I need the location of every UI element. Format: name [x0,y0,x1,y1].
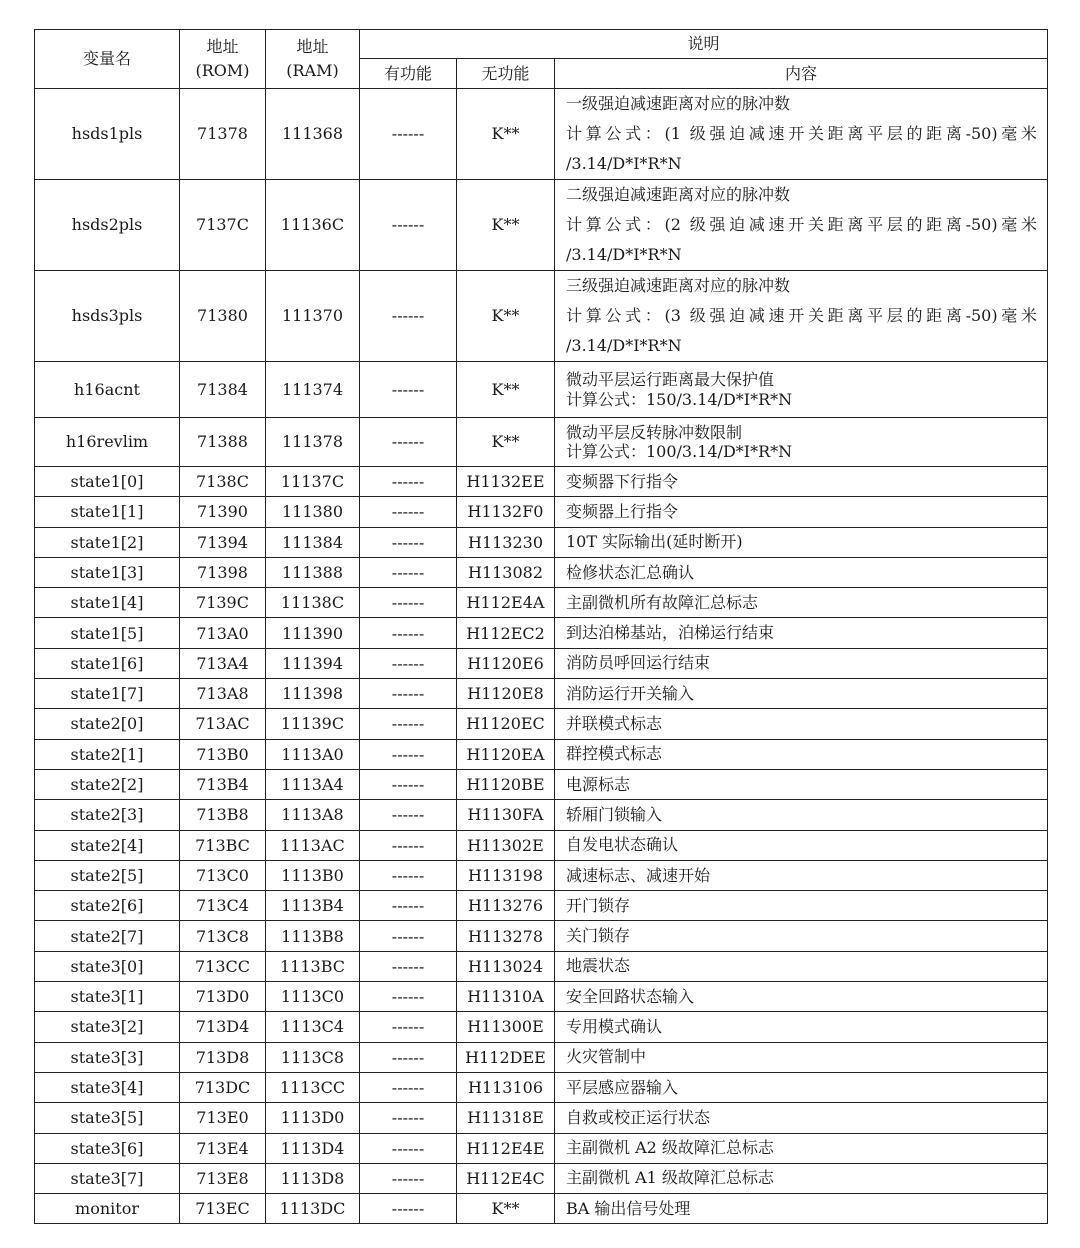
cell-ram-address: 1113A4 [266,769,360,799]
cell-ram-address: 111398 [266,679,360,709]
cell-content [555,830,1048,860]
content-line: 到达泊梯基站，泊梯运行结束 [566,623,775,643]
table-row [35,891,1048,921]
table-row [35,951,1048,981]
cell-ram-address: 11137C [266,467,360,497]
cell-ram-address: 111394 [266,648,360,678]
cell-has-function: ------ [360,467,457,497]
variable-address-table [34,29,1048,1224]
content-line: 微动平层反转脉冲数限制 [566,422,743,442]
cell-variable-name: state2[1] [35,739,180,769]
cell-ram-address: 1113D0 [266,1103,360,1133]
cell-content [555,1072,1048,1102]
cell-has-function: ------ [360,1072,457,1102]
cell-ram-address: 111368 [266,89,360,180]
content-line: 减速标志、减速开始 [566,865,711,885]
cell-no-function: H113106 [457,1072,555,1102]
content-line: 计算公式：150/3.14/D*I*R*N [566,389,793,409]
cell-has-function: ------ [360,1103,457,1133]
table-row [35,89,1048,180]
cell-ram-address: 1113C0 [266,982,360,1012]
cell-ram-address: 11139C [266,709,360,739]
cell-rom-address: 713DC [180,1072,266,1102]
table-row [35,618,1048,648]
table-row [35,588,1048,618]
cell-has-function: ------ [360,800,457,830]
cell-ram-address: 1113CC [266,1072,360,1102]
cell-no-function: H11300E [457,1012,555,1042]
content-line: 关门锁存 [566,926,631,946]
cell-ram-address: 1113B0 [266,860,360,890]
cell-variable-name: state3[6] [35,1133,180,1163]
header-has-function: 有功能 [360,59,457,89]
cell-content [555,618,1048,648]
cell-ram-address: 111390 [266,618,360,648]
cell-content [555,921,1048,951]
cell-content [555,271,1048,362]
table-row [35,1072,1048,1102]
cell-has-function: ------ [360,709,457,739]
content-line: 变频器下行指令 [566,471,679,491]
table-row [35,1163,1048,1193]
content-line: 安全回路状态输入 [566,986,695,1006]
cell-variable-name: state2[5] [35,860,180,890]
header-variable-name: 变量名 [35,30,180,89]
cell-rom-address: 7137C [180,180,266,271]
cell-variable-name: state3[1] [35,982,180,1012]
cell-rom-address: 713D0 [180,982,266,1012]
cell-variable-name: state2[6] [35,891,180,921]
cell-content [555,467,1048,497]
cell-has-function: ------ [360,362,457,418]
table-row [35,497,1048,527]
cell-rom-address: 713C0 [180,860,266,890]
cell-content [555,891,1048,921]
content-line: /3.14/D*I*R*N [566,336,682,355]
table-row [35,362,1048,418]
cell-content [555,769,1048,799]
table-row [35,1012,1048,1042]
cell-ram-address: 111370 [266,271,360,362]
cell-rom-address: 713EC [180,1194,266,1224]
content-line: /3.14/D*I*R*N [566,154,682,173]
cell-has-function: ------ [360,180,457,271]
cell-content [555,418,1048,467]
content-line: 主副微机所有故障汇总标志 [566,592,759,612]
cell-variable-name: h16acnt [35,362,180,418]
cell-variable-name: h16revlim [35,418,180,467]
cell-variable-name: state3[0] [35,951,180,981]
content-line: 二级强迫减速距离对应的脉冲数 [566,185,791,204]
cell-no-function: K** [457,1194,555,1224]
cell-no-function: H113278 [457,921,555,951]
cell-rom-address: 713B4 [180,769,266,799]
content-line: 三级强迫减速距离对应的脉冲数 [566,276,791,295]
cell-has-function: ------ [360,527,457,557]
cell-ram-address: 11138C [266,588,360,618]
cell-variable-name: state1[4] [35,588,180,618]
content-line: 10T 实际输出(延时断开) [566,532,743,552]
cell-no-function: K** [457,271,555,362]
table-row [35,418,1048,467]
table-row [35,800,1048,830]
cell-content [555,860,1048,890]
cell-has-function: ------ [360,648,457,678]
content-line: 消防员呼回运行结束 [566,653,711,673]
cell-no-function: K** [457,89,555,180]
cell-no-function: H1120E8 [457,679,555,709]
cell-has-function: ------ [360,921,457,951]
content-line: 平层感应器输入 [566,1077,679,1097]
table-row [35,180,1048,271]
cell-rom-address: 7139C [180,588,266,618]
content-line: 一级强迫减速距离对应的脉冲数 [566,94,791,113]
cell-ram-address: 111374 [266,362,360,418]
cell-rom-address: 713D8 [180,1042,266,1072]
cell-ram-address: 1113D4 [266,1133,360,1163]
content-line: 电源标志 [566,774,631,794]
table-row [35,830,1048,860]
cell-has-function: ------ [360,830,457,860]
cell-rom-address: 71398 [180,557,266,587]
table-row [35,648,1048,678]
cell-no-function: H113082 [457,557,555,587]
table-row [35,271,1048,362]
cell-has-function: ------ [360,497,457,527]
table-row [35,921,1048,951]
cell-no-function: H1120EC [457,709,555,739]
table-row [35,679,1048,709]
content-line: 消防运行开关输入 [566,683,695,703]
cell-variable-name: state3[7] [35,1163,180,1193]
cell-content [555,89,1048,180]
header-ram-address [266,30,360,89]
cell-no-function: H1120E6 [457,648,555,678]
cell-has-function: ------ [360,891,457,921]
cell-variable-name: state3[4] [35,1072,180,1102]
cell-no-function: K** [457,180,555,271]
cell-no-function: H112EC2 [457,618,555,648]
cell-variable-name: state2[0] [35,709,180,739]
cell-no-function: H112E4A [457,588,555,618]
content-line: 主副微机 A1 级故障汇总标志 [566,1168,774,1188]
content-line: 检修状态汇总确认 [566,562,695,582]
cell-no-function: K** [457,362,555,418]
content-line: 自救或校正运行状态 [566,1107,711,1127]
cell-variable-name: hsds2pls [35,180,180,271]
table-row [35,860,1048,890]
cell-has-function: ------ [360,89,457,180]
content-line: /3.14/D*I*R*N [566,245,682,264]
header-content: 内容 [555,59,1048,89]
cell-variable-name: state2[3] [35,800,180,830]
cell-no-function: H1120BE [457,769,555,799]
cell-content [555,1012,1048,1042]
cell-ram-address: 11136C [266,180,360,271]
cell-has-function: ------ [360,982,457,1012]
content-line: BA 输出信号处理 [566,1198,691,1218]
cell-variable-name: hsds1pls [35,89,180,180]
cell-has-function: ------ [360,739,457,769]
table-row [35,557,1048,587]
cell-ram-address: 111380 [266,497,360,527]
cell-variable-name: state2[2] [35,769,180,799]
cell-rom-address: 7138C [180,467,266,497]
cell-variable-name: state3[5] [35,1103,180,1133]
cell-rom-address: 71380 [180,271,266,362]
cell-ram-address: 1113DC [266,1194,360,1224]
cell-variable-name: state1[2] [35,527,180,557]
cell-content [555,982,1048,1012]
cell-no-function: H113024 [457,951,555,981]
cell-rom-address: 713E4 [180,1133,266,1163]
cell-ram-address: 1113B8 [266,921,360,951]
content-line: 计算公式：100/3.14/D*I*R*N [566,442,793,461]
cell-no-function: H113276 [457,891,555,921]
cell-ram-address: 1113D8 [266,1163,360,1193]
cell-no-function: H112DEE [457,1042,555,1072]
cell-rom-address: 71384 [180,362,266,418]
content-line: 微动平层运行距离最大保护值 [566,370,775,390]
cell-rom-address: 713B8 [180,800,266,830]
cell-content [555,557,1048,587]
cell-ram-address: 111384 [266,527,360,557]
cell-no-function: H11310A [457,982,555,1012]
cell-no-function: H112E4C [457,1163,555,1193]
table-row [35,1103,1048,1133]
cell-content [555,648,1048,678]
cell-variable-name: state1[3] [35,557,180,587]
content-line: 火灾管制中 [566,1047,647,1067]
header-ram-sub: (RAM) [286,61,339,80]
cell-no-function: H112E4E [457,1133,555,1163]
cell-rom-address: 713C4 [180,891,266,921]
cell-variable-name: hsds3pls [35,271,180,362]
content-line: 专用模式确认 [566,1016,663,1036]
table-row [35,739,1048,769]
table-body [35,89,1048,1224]
table-row [35,769,1048,799]
header-explanation: 说明 [360,30,1048,59]
cell-has-function: ------ [360,588,457,618]
cell-content [555,1042,1048,1072]
content-line: 计算公式：(3 级强迫减速开关距离平层的距离-50)毫米 [566,306,1038,325]
content-line: 计算公式：(2 级强迫减速开关距离平层的距离-50)毫米 [566,215,1038,234]
cell-no-function: H113230 [457,527,555,557]
content-line: 地震状态 [566,956,631,976]
cell-rom-address: 71390 [180,497,266,527]
cell-no-function: H1132F0 [457,497,555,527]
cell-rom-address: 713A0 [180,618,266,648]
cell-content [555,362,1048,418]
cell-rom-address: 71378 [180,89,266,180]
header-no-function: 无功能 [457,59,555,89]
cell-variable-name: state3[3] [35,1042,180,1072]
cell-content [555,709,1048,739]
cell-no-function: H11302E [457,830,555,860]
cell-variable-name: state1[6] [35,648,180,678]
cell-content [555,1103,1048,1133]
cell-has-function: ------ [360,1012,457,1042]
cell-no-function: H1130FA [457,800,555,830]
cell-variable-name: monitor [35,1194,180,1224]
header-ram-label: 地址 [296,37,329,56]
content-line: 主副微机 A2 级故障汇总标志 [566,1138,774,1158]
cell-has-function: ------ [360,1042,457,1072]
cell-variable-name: state3[2] [35,1012,180,1042]
cell-ram-address: 1113AC [266,830,360,860]
table-row [35,1133,1048,1163]
cell-variable-name: state1[7] [35,679,180,709]
cell-rom-address: 713A8 [180,679,266,709]
cell-ram-address: 1113B4 [266,891,360,921]
cell-variable-name: state1[1] [35,497,180,527]
cell-has-function: ------ [360,679,457,709]
header-rom-sub: (ROM) [195,61,250,80]
cell-has-function: ------ [360,418,457,467]
content-line: 轿厢门锁输入 [566,804,663,824]
cell-ram-address: 111378 [266,418,360,467]
cell-no-function: H11318E [457,1103,555,1133]
cell-rom-address: 713D4 [180,1012,266,1042]
cell-rom-address: 713CC [180,951,266,981]
cell-content [555,679,1048,709]
cell-content [555,527,1048,557]
cell-rom-address: 713BC [180,830,266,860]
cell-ram-address: 1113A8 [266,800,360,830]
cell-has-function: ------ [360,951,457,981]
cell-content [555,739,1048,769]
cell-has-function: ------ [360,1194,457,1224]
cell-variable-name: state1[0] [35,467,180,497]
cell-variable-name: state1[5] [35,618,180,648]
cell-variable-name: state2[4] [35,830,180,860]
cell-ram-address: 111388 [266,557,360,587]
cell-no-function: H1132EE [457,467,555,497]
cell-has-function: ------ [360,860,457,890]
cell-has-function: ------ [360,557,457,587]
content-line: 并联模式标志 [566,714,663,734]
content-line: 自发电状态确认 [566,835,679,855]
content-line: 群控模式标志 [566,744,663,764]
cell-no-function: K** [457,418,555,467]
cell-rom-address: 713E8 [180,1163,266,1193]
cell-content [555,1133,1048,1163]
table-header [35,30,1048,89]
cell-rom-address: 713E0 [180,1103,266,1133]
cell-rom-address: 713A4 [180,648,266,678]
cell-ram-address: 1113BC [266,951,360,981]
content-line: 开门锁存 [566,895,631,915]
cell-content [555,180,1048,271]
header-rom-address [180,30,266,89]
cell-has-function: ------ [360,271,457,362]
cell-rom-address: 713C8 [180,921,266,951]
table-row [35,709,1048,739]
cell-has-function: ------ [360,769,457,799]
cell-no-function: H113198 [457,860,555,890]
cell-ram-address: 1113C4 [266,1012,360,1042]
cell-ram-address: 1113C8 [266,1042,360,1072]
table-row [35,467,1048,497]
table-row [35,1194,1048,1224]
cell-rom-address: 713B0 [180,739,266,769]
table-row [35,1042,1048,1072]
cell-variable-name: state2[7] [35,921,180,951]
cell-content [555,497,1048,527]
content-line: 计算公式：(1 级强迫减速开关距离平层的距离-50)毫米 [566,124,1038,143]
cell-content [555,588,1048,618]
header-rom-label: 地址 [206,37,239,56]
cell-content [555,800,1048,830]
cell-rom-address: 71388 [180,418,266,467]
cell-has-function: ------ [360,1163,457,1193]
cell-has-function: ------ [360,1133,457,1163]
cell-ram-address: 1113A0 [266,739,360,769]
cell-content [555,1194,1048,1224]
cell-has-function: ------ [360,618,457,648]
cell-no-function: H1120EA [457,739,555,769]
table-row [35,982,1048,1012]
content-line: 变频器上行指令 [566,501,679,521]
cell-rom-address: 713AC [180,709,266,739]
cell-content [555,1163,1048,1193]
table-row [35,527,1048,557]
cell-content [555,951,1048,981]
cell-rom-address: 71394 [180,527,266,557]
